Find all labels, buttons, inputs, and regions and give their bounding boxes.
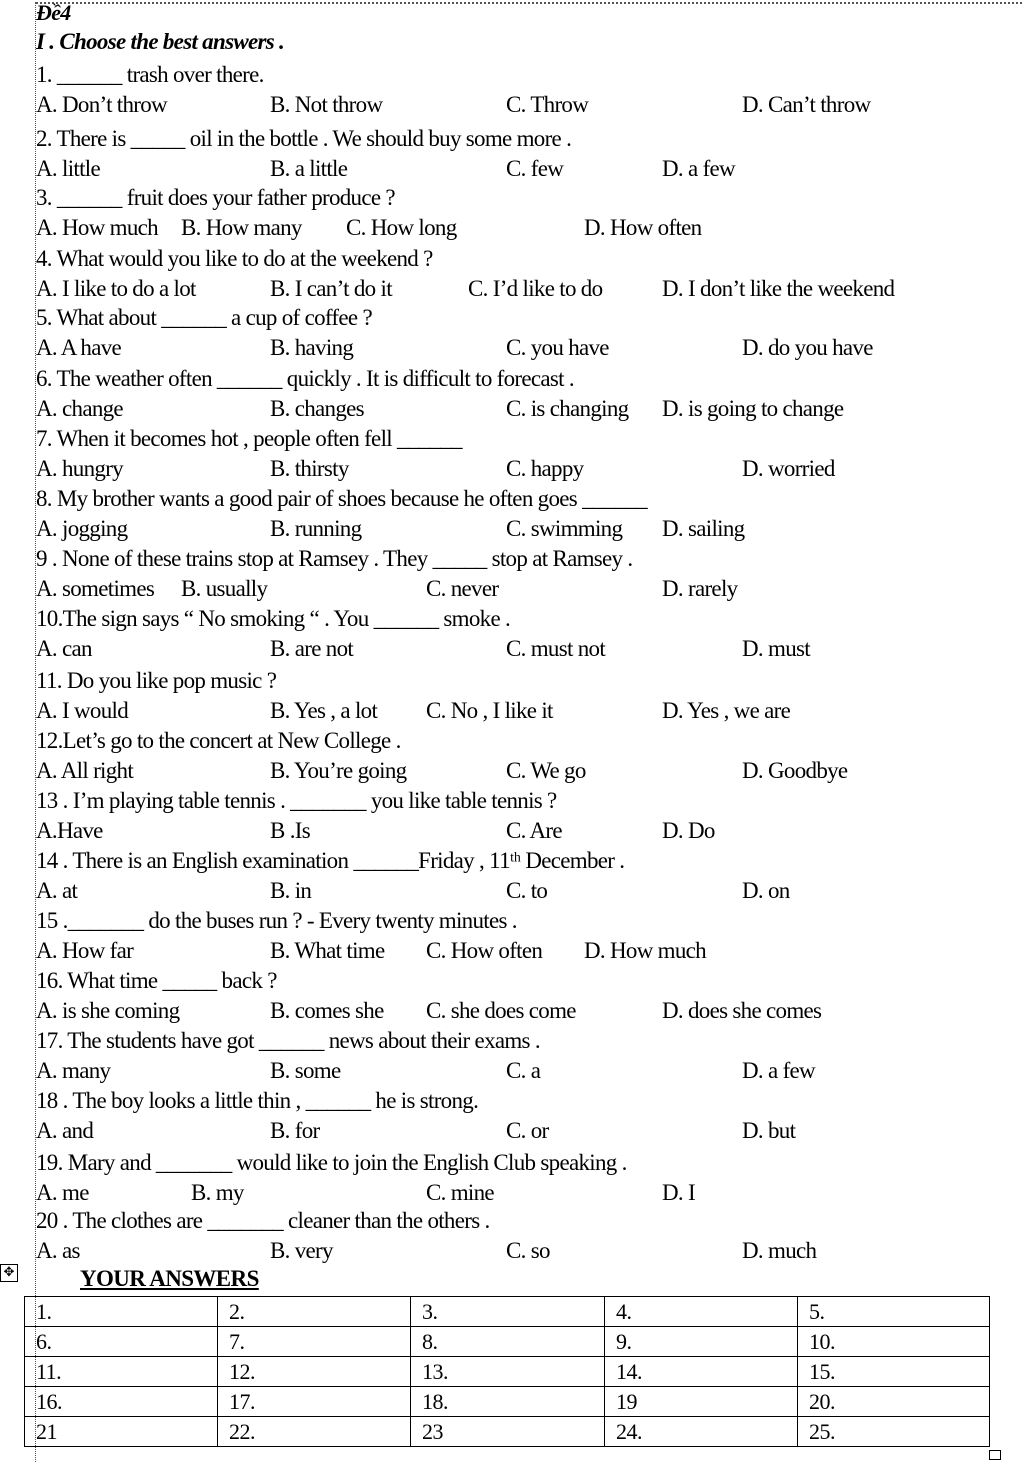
question-stem: 9 . None of these trains stop at Ramsey . They _____ stop at Ramsey . — [36, 546, 633, 571]
answer-cell[interactable]: 24. — [605, 1417, 798, 1447]
answer-option: A. sometimes — [36, 576, 155, 601]
option-row — [36, 454, 1021, 484]
answer-option: C. I’d like to do — [468, 276, 603, 301]
question-stem: 17. The students have got ______ news about their exams . — [36, 1028, 540, 1053]
answer-table — [24, 1296, 990, 1447]
answer-option: D. Goodbye — [742, 758, 848, 783]
question-stem: 8. My brother wants a good pair of shoes because he often goes ______ — [36, 486, 647, 511]
answer-option: B. my — [191, 1180, 244, 1205]
answer-option: A. me — [36, 1180, 89, 1205]
answer-cell[interactable]: 19 — [605, 1387, 798, 1417]
question-stem: 10.The sign says “ No smoking “ . You ______ smoke . — [36, 606, 511, 631]
exam-code: Đề4 — [36, 0, 71, 25]
answer-cell[interactable]: 1. — [25, 1297, 218, 1327]
answer-option: A. can — [36, 636, 92, 661]
option-row — [36, 876, 1021, 906]
answer-cell[interactable]: 17. — [218, 1387, 411, 1417]
answer-option: D. a few — [662, 156, 735, 181]
answer-option: C. never — [426, 576, 499, 601]
question-stem: 19. Mary and _______ would like to join the English Club speaking . — [36, 1150, 627, 1175]
answer-option: D. How much — [584, 938, 706, 963]
answer-option: B. thirsty — [270, 456, 349, 481]
answer-cell[interactable]: 12. — [218, 1357, 411, 1387]
answer-option: C. so — [506, 1238, 550, 1263]
answer-option: A. many — [36, 1058, 111, 1083]
answer-option: C. How long — [346, 215, 457, 240]
answer-option: C. mine — [426, 1180, 494, 1205]
answer-cell[interactable]: 10. — [798, 1327, 990, 1357]
option-row — [36, 333, 1021, 363]
answer-cell[interactable]: 7. — [218, 1327, 411, 1357]
answer-cell[interactable]: 14. — [605, 1357, 798, 1387]
answer-option: A. How much — [36, 215, 158, 240]
option-row — [36, 574, 1021, 604]
answer-option: A. How far — [36, 938, 134, 963]
answer-option: B. a little — [270, 156, 348, 181]
answer-cell[interactable]: 9. — [605, 1327, 798, 1357]
answer-option: D. but — [742, 1118, 796, 1143]
answer-option: D. sailing — [662, 516, 745, 541]
answer-option: C. you have — [506, 335, 609, 360]
option-row — [36, 213, 1021, 243]
answer-option: B. in — [270, 878, 312, 903]
section-title: I . Choose the best answers . — [36, 29, 285, 54]
answer-option: C. We go — [506, 758, 586, 783]
answer-option: D. must — [742, 636, 810, 661]
answer-cell[interactable]: 25. — [798, 1417, 990, 1447]
answer-option: C. No , I like it — [426, 698, 553, 723]
answer-row — [25, 1297, 990, 1327]
question-stem: 7. When it becomes hot , people often fell ______ — [36, 426, 462, 451]
answer-row — [25, 1327, 990, 1357]
answer-option: B. are not — [270, 636, 354, 661]
answer-option: C. happy — [506, 456, 584, 481]
answer-option: B. I can’t do it — [270, 276, 392, 301]
answer-cell[interactable]: 21 — [25, 1417, 218, 1447]
option-row — [36, 1056, 1021, 1086]
answer-option: A. and — [36, 1118, 94, 1143]
answer-option: C. Are — [506, 818, 562, 843]
answer-row — [25, 1357, 990, 1387]
answer-option: B. comes she — [270, 998, 384, 1023]
option-row — [36, 936, 1021, 966]
answer-option: B. changes — [270, 396, 364, 421]
answer-cell[interactable]: 20. — [798, 1387, 990, 1417]
option-row — [36, 816, 1021, 846]
answers-title: YOUR ANSWERS — [80, 1266, 259, 1291]
answer-option: C. she does come — [426, 998, 576, 1023]
answer-option: A. is she coming — [36, 998, 180, 1023]
answer-option: B. How many — [181, 215, 302, 240]
option-row — [36, 90, 1021, 120]
answer-cell[interactable]: 6. — [25, 1327, 218, 1357]
answer-cell[interactable]: 2. — [218, 1297, 411, 1327]
answer-row — [25, 1417, 990, 1447]
answer-option: D. rarely — [662, 576, 738, 601]
answer-option: C. swimming — [506, 516, 623, 541]
answer-option: A. hungry — [36, 456, 123, 481]
option-row — [36, 394, 1021, 424]
answer-option: C. or — [506, 1118, 549, 1143]
answer-option: A. Don’t throw — [36, 92, 167, 117]
option-row — [36, 1116, 1021, 1146]
answer-cell[interactable]: 5. — [798, 1297, 990, 1327]
answer-option: A. change — [36, 396, 123, 421]
question-stem: 12.Let’s go to the concert at New College . — [36, 728, 401, 753]
answer-option: B. having — [270, 335, 354, 360]
option-row — [36, 1236, 1021, 1266]
answer-row — [25, 1387, 990, 1417]
answer-cell[interactable]: 11. — [25, 1357, 218, 1387]
question-stem: 2. There is _____ oil in the bottle . We should buy some more . — [36, 126, 572, 151]
answer-option: A. All right — [36, 758, 134, 783]
question-stem: 1. ______ trash over there. — [36, 62, 264, 87]
answer-option: B. Yes , a lot — [270, 698, 378, 723]
answer-option: A. at — [36, 878, 78, 903]
answer-cell[interactable]: 13. — [411, 1357, 605, 1387]
answer-option: C. few — [506, 156, 564, 181]
answer-option: D. worried — [742, 456, 835, 481]
question-stem: 20 . The clothes are _______ cleaner than the others . — [36, 1208, 490, 1233]
option-row — [36, 996, 1021, 1026]
answer-option: A. little — [36, 156, 100, 181]
answer-option: A. A have — [36, 335, 122, 360]
answer-option: D. much — [742, 1238, 817, 1263]
answer-option: D. do you have — [742, 335, 873, 360]
answer-option: C. a — [506, 1058, 541, 1083]
option-row — [36, 1178, 1021, 1208]
answer-cell[interactable]: 8. — [411, 1327, 605, 1357]
answer-cell[interactable]: 18. — [411, 1387, 605, 1417]
answer-option: D. I — [662, 1180, 695, 1205]
option-row — [36, 274, 1021, 304]
answer-option: B. What time — [270, 938, 385, 963]
option-row — [36, 756, 1021, 786]
answer-option: A. I would — [36, 698, 129, 723]
answer-option: D. is going to change — [662, 396, 844, 421]
answer-cell[interactable]: 3. — [411, 1297, 605, 1327]
answer-option: D. Can’t throw — [742, 92, 871, 117]
answer-option: D. does she comes — [662, 998, 822, 1023]
answer-option: C. is changing — [506, 396, 629, 421]
answer-option: A.Have — [36, 818, 103, 843]
table-move-icon[interactable]: ✥ — [0, 1264, 18, 1282]
option-row — [36, 514, 1021, 544]
table-resize-handle[interactable] — [989, 1450, 1001, 1460]
answer-option: C. How often — [426, 938, 543, 963]
answer-option: D. a few — [742, 1058, 815, 1083]
question-stem: 5. What about ______ a cup of coffee ? — [36, 305, 372, 330]
answer-cell[interactable]: 23 — [411, 1417, 605, 1447]
answer-option: D. How often — [584, 215, 702, 240]
answer-option: D. Do — [662, 818, 715, 843]
answer-option: C. Throw — [506, 92, 589, 117]
option-row — [36, 696, 1021, 726]
answer-option: B. running — [270, 516, 362, 541]
answer-option: B. very — [270, 1238, 333, 1263]
answer-cell[interactable]: 15. — [798, 1357, 990, 1387]
answer-option: B. You’re going — [270, 758, 407, 783]
question-stem: 16. What time _____ back ? — [36, 968, 277, 993]
answer-option: D. on — [742, 878, 790, 903]
answer-option: B. for — [270, 1118, 320, 1143]
page-top-border — [36, 2, 1022, 4]
answer-cell[interactable]: 16. — [25, 1387, 218, 1417]
answer-option: B. Not throw — [270, 92, 383, 117]
question-stem: 4. What would you like to do at the weekend ? — [36, 246, 433, 271]
answer-option: B .Is — [270, 818, 310, 843]
answer-option: A. I like to do a lot — [36, 276, 196, 301]
question-stem: 15 ._______ do the buses run ? - Every twenty minutes . — [36, 908, 517, 933]
question-stem: 18 . The boy looks a little thin , ______ he is strong. — [36, 1088, 479, 1113]
answer-option: D. Yes , we are — [662, 698, 791, 723]
answer-option: B. some — [270, 1058, 341, 1083]
answer-cell[interactable]: 22. — [218, 1417, 411, 1447]
question-stem: 14 . There is an English examination ______Friday , 11ᵗʰ December . — [36, 848, 625, 873]
answer-option: B. usually — [181, 576, 268, 601]
answer-option: C. must not — [506, 636, 606, 661]
question-stem: 3. ______ fruit does your father produce ? — [36, 185, 395, 210]
answer-option: A. jogging — [36, 516, 128, 541]
question-stem: 6. The weather often ______ quickly . It is difficult to forecast . — [36, 366, 574, 391]
question-stem: 13 . I’m playing table tennis . _______ you like table tennis ? — [36, 788, 557, 813]
answer-option: C. to — [506, 878, 548, 903]
question-stem: 11. Do you like pop music ? — [36, 668, 277, 693]
option-row — [36, 154, 1021, 184]
answer-option: D. I don’t like the weekend — [662, 276, 895, 301]
answer-cell[interactable]: 4. — [605, 1297, 798, 1327]
answer-option: A. as — [36, 1238, 80, 1263]
option-row — [36, 634, 1021, 664]
